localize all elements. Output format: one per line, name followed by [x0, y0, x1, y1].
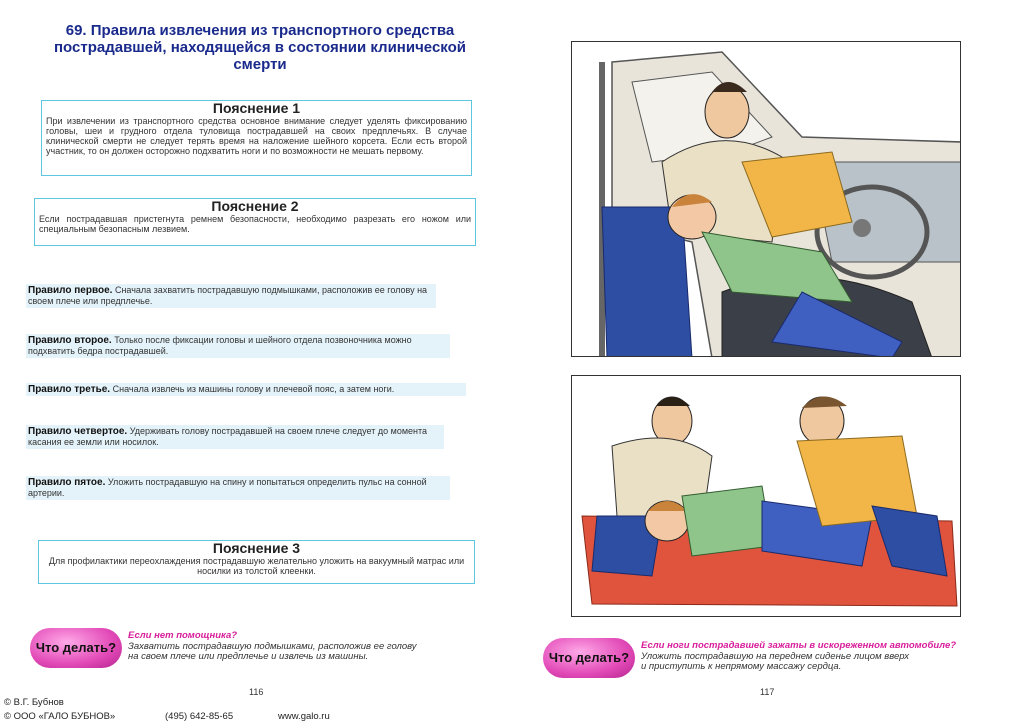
- what-to-do-text-left: [128, 631, 448, 663]
- what-to-do-line1-left: Захватить пострадавшую подмышками, расположив ее голову: [128, 640, 417, 652]
- rule-2: [26, 334, 450, 358]
- note-1: [41, 100, 472, 176]
- rule-5: [26, 476, 450, 500]
- note-1-text: При извлечении из транспортного средства основное внимание следует уделять фиксированию головы, шеи и грудного отдела туловища пострадавшей на своих предплечьях. В случае клинической смерти не следует терять время на наложение шейного корсета. Если есть второй участник, то он должен осторожно подхватить ноги и по возможности не мешать первому.: [46, 116, 467, 156]
- rule-3: [26, 383, 466, 396]
- rule-2-text: Только после фиксации головы и шейного отдела позвоночника можно подхватить бедра пострадавшей.: [28, 335, 412, 356]
- what-to-do-line1-right: Уложить пострадавшую на переднем сиденье лицом вверх: [641, 650, 909, 662]
- note-2-text: Если пострадавшая пристегнута ремнем безопасности, необходимо разрезать его ножом или специальным безопасным лезвием.: [39, 214, 471, 234]
- rule-4-text: Удерживать голову пострадавшей на своем плече следует до момента касания ее земли или носилок.: [28, 426, 428, 447]
- page-number-left: 116: [249, 687, 264, 697]
- what-to-do-badge-right: Что делать?: [543, 638, 635, 678]
- what-to-do-line2-right: и приступить к непрямому массажу сердца.: [641, 661, 842, 672]
- note-3-text: Для профилактики переохлаждения пострадавшую желательно уложить на вакуумный матрас или носилки из толстой клеенки.: [48, 556, 465, 576]
- what-to-do-badge-left: Что делать?: [30, 628, 122, 668]
- rule-2-label: Правило второе.: [28, 335, 112, 346]
- note-2-heading: Пояснение 2: [211, 198, 299, 214]
- rule-1-label: Правило первое.: [28, 285, 113, 296]
- rule-3-label: Правило третье.: [28, 384, 111, 395]
- footer-site[interactable]: www.galo.ru: [278, 711, 330, 722]
- what-to-do-question-left: Если нет помощника?: [128, 630, 238, 641]
- note-1-heading: Пояснение 1: [212, 100, 301, 116]
- rule-4-label: Правило четвертое.: [28, 426, 128, 437]
- rule-3-text: Сначала извлечь из машины голову и плечевой пояс, а затем ноги.: [112, 384, 395, 394]
- rule-5-text: Уложить пострадавшую на спину и попытаться определить пульс на сонной артерии.: [28, 477, 427, 498]
- what-to-do-text-right: [641, 641, 1001, 673]
- rule-1: [26, 284, 436, 308]
- note-3-heading: Пояснение 3: [212, 540, 301, 556]
- rule-4: [26, 425, 444, 449]
- illustration-laying-victim: [571, 375, 961, 617]
- what-to-do-line2-left: на своем плече или предплечье и извлечь из машины.: [128, 651, 369, 662]
- footer-author: © В.Г. Бубнов: [4, 697, 64, 708]
- page-number-right: 117: [760, 687, 775, 697]
- illustration-2-drawing: [572, 376, 961, 617]
- illustration-extraction-from-car: [571, 41, 961, 357]
- page-title: 69. Правила извлечения из транспортного средства пострадавшей, находящейся в состоянии клинической смерти: [54, 22, 466, 73]
- rule-5-label: Правило пятое.: [28, 477, 106, 488]
- footer-phone: (495) 642-85-65: [165, 711, 234, 722]
- rule-1-text: Сначала захватить пострадавшую подмышками, расположив ее голову на своем плече или предплечье.: [28, 285, 428, 306]
- footer-company: © ООО «ГАЛО БУБНОВ»: [4, 711, 116, 722]
- note-3: [38, 540, 475, 584]
- note-2: [34, 198, 476, 246]
- illustration-1-drawing: [572, 42, 961, 357]
- what-to-do-question-right: Если ноги пострадавшей зажаты в искореженном автомобиле?: [641, 640, 957, 651]
